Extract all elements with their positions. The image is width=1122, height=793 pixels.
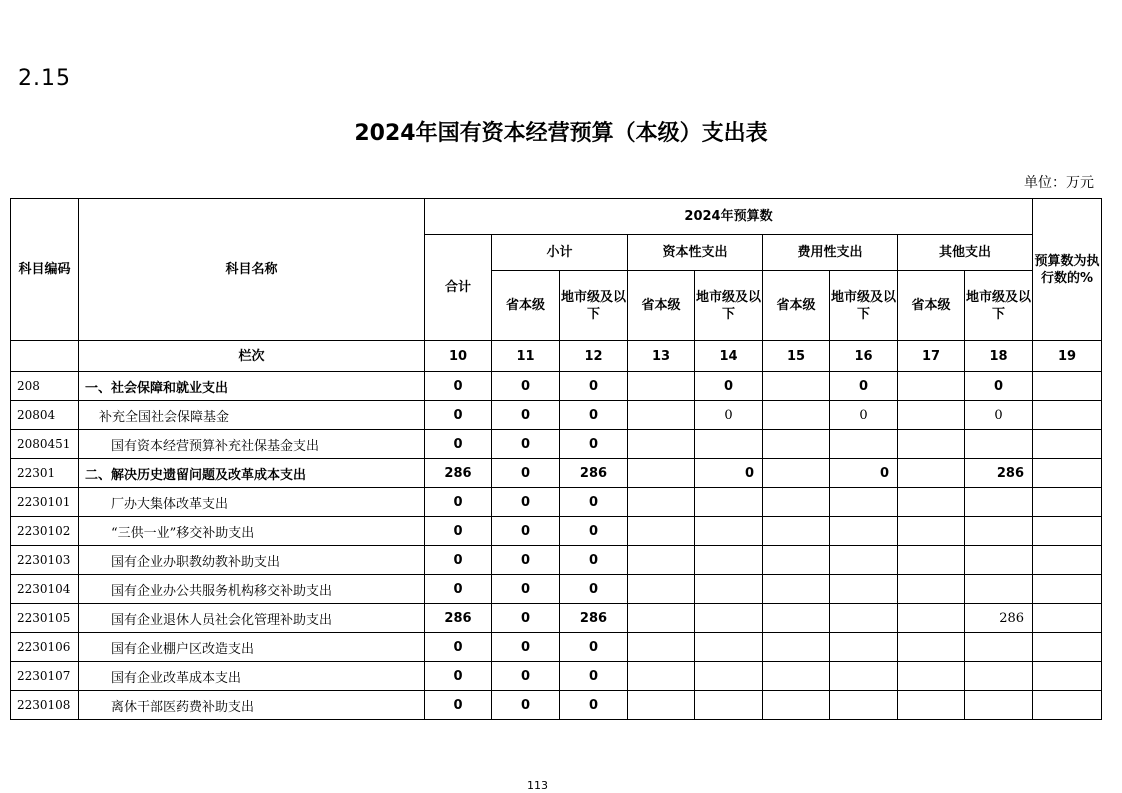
row-name: 国有企业棚户区改造支出 (79, 633, 425, 662)
row-value (628, 546, 695, 575)
row-value: 0 (560, 372, 628, 401)
row-value: 0 (695, 401, 763, 430)
row-value: 286 (425, 459, 492, 488)
row-code: 2230104 (11, 575, 79, 604)
row-value (898, 517, 965, 546)
table-row (11, 488, 1102, 517)
row-name: 厂办大集体改革支出 (79, 488, 425, 517)
row-value (1033, 372, 1102, 401)
row-value: 0 (560, 401, 628, 430)
row-value (763, 401, 830, 430)
row-value (965, 633, 1033, 662)
column-number: 15 (763, 341, 830, 372)
row-value (1033, 459, 1102, 488)
row-value (898, 633, 965, 662)
row-value (965, 575, 1033, 604)
column-number: 16 (830, 341, 898, 372)
table-row (11, 372, 1102, 401)
row-code: 2080451 (11, 430, 79, 459)
column-number: 10 (425, 341, 492, 372)
row-value: 0 (492, 662, 560, 691)
table-row (11, 633, 1102, 662)
row-value: 0 (560, 546, 628, 575)
row-value: 0 (560, 633, 628, 662)
column-number: 19 (1033, 341, 1102, 372)
row-value (763, 459, 830, 488)
row-value (965, 662, 1033, 691)
row-value (695, 633, 763, 662)
row-value (1033, 604, 1102, 633)
row-value (695, 604, 763, 633)
index-blank (11, 341, 79, 372)
row-value (830, 546, 898, 575)
row-value: 0 (425, 488, 492, 517)
row-value (898, 372, 965, 401)
row-value: 0 (830, 372, 898, 401)
row-value (628, 662, 695, 691)
row-value (628, 372, 695, 401)
table-row (11, 546, 1102, 575)
table-row (11, 604, 1102, 633)
row-value (830, 604, 898, 633)
row-value (695, 488, 763, 517)
row-value: 0 (695, 459, 763, 488)
row-code: 2230106 (11, 633, 79, 662)
row-value (763, 517, 830, 546)
table-row (11, 575, 1102, 604)
header-subtotal-province: 省本级 (492, 271, 560, 341)
row-value: 0 (425, 372, 492, 401)
row-value (898, 430, 965, 459)
header-capital: 资本性支出 (628, 235, 763, 271)
row-value (628, 488, 695, 517)
row-name: 国有资本经营预算补充社保基金支出 (79, 430, 425, 459)
row-value: 286 (965, 604, 1033, 633)
header-capital-province: 省本级 (628, 271, 695, 341)
row-value (763, 691, 830, 720)
row-value (763, 372, 830, 401)
row-code: 2230107 (11, 662, 79, 691)
unit-label: 单位：万元 (1024, 175, 1094, 191)
header-other: 其他支出 (898, 235, 1033, 271)
row-value (830, 662, 898, 691)
row-value (830, 517, 898, 546)
row-code: 22301 (11, 459, 79, 488)
row-value (628, 430, 695, 459)
row-code: 2230101 (11, 488, 79, 517)
row-value (695, 575, 763, 604)
row-value: 0 (560, 517, 628, 546)
table-row (11, 662, 1102, 691)
row-value (763, 633, 830, 662)
row-value (1033, 691, 1102, 720)
row-value (763, 546, 830, 575)
row-value (628, 517, 695, 546)
header-expense-city: 地市级及以下 (830, 271, 898, 341)
row-value: 0 (560, 430, 628, 459)
column-number: 11 (492, 341, 560, 372)
table-row (11, 430, 1102, 459)
row-value (763, 430, 830, 459)
row-value (628, 401, 695, 430)
row-value: 0 (492, 517, 560, 546)
row-value (898, 488, 965, 517)
column-number: 13 (628, 341, 695, 372)
row-value (898, 604, 965, 633)
row-value (1033, 546, 1102, 575)
row-name: 国有企业改革成本支出 (79, 662, 425, 691)
row-value: 0 (695, 372, 763, 401)
row-value (898, 691, 965, 720)
table-row (11, 691, 1102, 720)
row-value: 286 (560, 459, 628, 488)
column-number: 14 (695, 341, 763, 372)
header-total: 合计 (425, 235, 492, 341)
row-code: 208 (11, 372, 79, 401)
row-code: 2230102 (11, 517, 79, 546)
row-value (695, 546, 763, 575)
header-other-city: 地市级及以下 (965, 271, 1033, 341)
row-value (830, 633, 898, 662)
row-value (898, 401, 965, 430)
row-value (830, 430, 898, 459)
index-label: 栏次 (79, 341, 425, 372)
row-value: 0 (560, 662, 628, 691)
row-value (628, 633, 695, 662)
row-value: 0 (425, 662, 492, 691)
row-value (965, 546, 1033, 575)
row-value: 0 (492, 633, 560, 662)
row-value (763, 604, 830, 633)
row-value (898, 459, 965, 488)
page-title: 2024年国有资本经营预算（本级）支出表 (354, 121, 768, 146)
row-value (965, 691, 1033, 720)
header-ratio: 预算数为执行数的% (1033, 199, 1102, 341)
row-code: 2230108 (11, 691, 79, 720)
row-value (1033, 662, 1102, 691)
row-value: 0 (492, 430, 560, 459)
section-number: 2.15 (18, 66, 71, 91)
row-name: 补充全国社会保障基金 (79, 401, 425, 430)
row-code: 2230105 (11, 604, 79, 633)
row-value (1033, 430, 1102, 459)
row-value: 0 (425, 691, 492, 720)
row-value: 0 (492, 604, 560, 633)
page-number: 113 (527, 779, 548, 792)
row-value: 0 (492, 401, 560, 430)
row-value (898, 662, 965, 691)
row-value: 0 (965, 372, 1033, 401)
row-value: 0 (560, 575, 628, 604)
header-subtotal: 小计 (492, 235, 628, 271)
row-value: 286 (560, 604, 628, 633)
row-name: 一、社会保障和就业支出 (79, 372, 425, 401)
row-value: 0 (425, 401, 492, 430)
row-value (628, 691, 695, 720)
row-code: 2230103 (11, 546, 79, 575)
header-other-province: 省本级 (898, 271, 965, 341)
row-value (763, 488, 830, 517)
row-value: 0 (830, 401, 898, 430)
row-value: 0 (492, 488, 560, 517)
row-value (763, 662, 830, 691)
header-expense: 费用性支出 (763, 235, 898, 271)
row-value (830, 488, 898, 517)
row-value: 0 (492, 372, 560, 401)
column-number: 17 (898, 341, 965, 372)
table-row (11, 401, 1102, 430)
header-budget-group: 2024年预算数 (425, 199, 1033, 235)
table-row (11, 459, 1102, 488)
row-value: 0 (425, 575, 492, 604)
row-value (695, 691, 763, 720)
row-code: 20804 (11, 401, 79, 430)
row-value: 0 (425, 430, 492, 459)
header-capital-city: 地市级及以下 (695, 271, 763, 341)
row-value (965, 517, 1033, 546)
row-name: “三供一业”移交补助支出 (79, 517, 425, 546)
header-subtotal-city: 地市级及以下 (560, 271, 628, 341)
row-value (965, 488, 1033, 517)
table-row (11, 517, 1102, 546)
row-value: 0 (965, 401, 1033, 430)
row-value: 0 (425, 633, 492, 662)
header-expense-province: 省本级 (763, 271, 830, 341)
row-value (695, 517, 763, 546)
row-value (965, 430, 1033, 459)
row-value (695, 430, 763, 459)
row-value (898, 546, 965, 575)
row-value: 0 (492, 459, 560, 488)
row-value (1033, 401, 1102, 430)
row-value: 0 (425, 546, 492, 575)
row-value: 0 (492, 575, 560, 604)
row-name: 国有企业办公共服务机构移交补助支出 (79, 575, 425, 604)
row-name: 国有企业办职教幼教补助支出 (79, 546, 425, 575)
row-value (830, 691, 898, 720)
row-name: 二、解决历史遗留问题及改革成本支出 (79, 459, 425, 488)
row-value (628, 459, 695, 488)
row-value (695, 662, 763, 691)
row-value (1033, 575, 1102, 604)
row-value (628, 575, 695, 604)
header-code: 科目编码 (11, 199, 79, 341)
row-value (1033, 633, 1102, 662)
row-value (763, 575, 830, 604)
row-value (1033, 488, 1102, 517)
column-number: 12 (560, 341, 628, 372)
column-number: 18 (965, 341, 1033, 372)
row-value: 0 (492, 691, 560, 720)
row-value (898, 575, 965, 604)
row-value: 0 (560, 488, 628, 517)
row-name: 国有企业退休人员社会化管理补助支出 (79, 604, 425, 633)
row-value: 0 (492, 546, 560, 575)
row-value: 0 (560, 691, 628, 720)
row-value: 286 (425, 604, 492, 633)
row-name: 离休干部医药费补助支出 (79, 691, 425, 720)
row-value: 286 (965, 459, 1033, 488)
row-value (1033, 517, 1102, 546)
row-value (628, 604, 695, 633)
expenditure-table (10, 198, 1102, 720)
row-value: 0 (830, 459, 898, 488)
row-value: 0 (425, 517, 492, 546)
row-value (830, 575, 898, 604)
header-name: 科目名称 (79, 199, 425, 341)
